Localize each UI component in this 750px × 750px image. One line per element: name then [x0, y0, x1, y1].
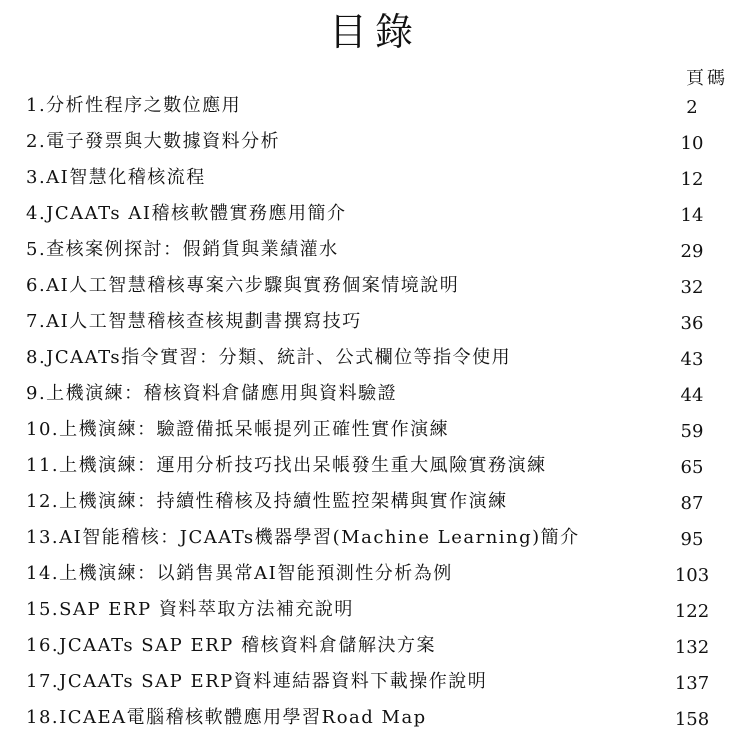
toc-entry-title: 17.JCAATs SAP ERP資料連結器資料下載操作說明: [26, 671, 488, 692]
toc-entry-title: 4.JCAATs AI稽核軟體實務應用簡介: [26, 203, 347, 224]
toc-entry-page: 65: [680, 457, 704, 478]
toc-entry-title: 14.上機演練：以銷售異常AI智能預測性分析為例: [26, 563, 453, 584]
toc-entry-title: 13.AI智能稽核：JCAATs機器學習(Machine Learning)簡介: [26, 527, 580, 548]
toc-entry-title: 18.ICAEA電腦稽核軟體應用學習Road Map: [26, 707, 427, 728]
toc-entry-page: 59: [680, 421, 704, 442]
toc-entry[interactable]: [26, 628, 728, 664]
toc-entry[interactable]: [26, 412, 728, 448]
toc-entry-title: 8.JCAATs指令實習：分類、統計、公式欄位等指令使用: [26, 347, 512, 368]
toc-entry-page: 132: [674, 637, 710, 658]
toc-entry[interactable]: [26, 340, 728, 376]
toc-entry-title: 5.查核案例探討：假銷貨與業績灌水: [26, 239, 339, 260]
toc-entry[interactable]: [26, 160, 728, 196]
toc-entry-page: 36: [680, 313, 704, 334]
toc-entry-page: 103: [674, 565, 710, 586]
toc-entry-title: 1.分析性程序之數位應用: [26, 95, 242, 116]
toc-entry-title: 3.AI智慧化稽核流程: [26, 167, 206, 188]
toc-entry-title: 15.SAP ERP 資料萃取方法補充說明: [26, 599, 354, 620]
toc-entry-title: 12.上機演練：持續性稽核及持續性監控架構與實作演練: [26, 491, 508, 512]
toc-entry-title: 6.AI人工智慧稽核專案六步驟與實務個案情境說明: [26, 275, 460, 296]
page-column-header: 頁碼: [686, 68, 728, 89]
toc-entry-page: 12: [680, 169, 704, 190]
toc-entry-page: 14: [680, 205, 704, 226]
toc-entry-title: 9.上機演練：稽核資料倉儲應用與資料驗證: [26, 383, 398, 404]
toc-entry[interactable]: [26, 448, 728, 484]
toc-entry-page: 137: [674, 673, 710, 694]
toc-entry[interactable]: [26, 484, 728, 520]
toc-entry[interactable]: [26, 520, 728, 556]
toc-entry-page: 87: [680, 493, 704, 514]
toc-entry-page: 2: [686, 97, 698, 118]
toc-entry-page: 10: [680, 133, 704, 154]
toc-entry-page: 122: [674, 601, 710, 622]
toc-entry[interactable]: [26, 196, 728, 232]
toc-entry[interactable]: [26, 700, 728, 736]
toc-entry[interactable]: [26, 556, 728, 592]
toc-entry-page: 44: [680, 385, 704, 406]
toc-entry-page: 32: [680, 277, 704, 298]
toc-entry-title: 16.JCAATs SAP ERP 稽核資料倉儲解決方案: [26, 635, 436, 656]
toc-entry[interactable]: [26, 268, 728, 304]
toc-entry[interactable]: [26, 232, 728, 268]
toc-entry[interactable]: [26, 376, 728, 412]
toc-list: [26, 88, 728, 736]
toc-entry-page: 43: [680, 349, 704, 370]
toc-entry-title: 11.上機演練：運用分析技巧找出呆帳發生重大風險實務演練: [26, 455, 547, 476]
toc-entry-title: 7.AI人工智慧稽核查核規劃書撰寫技巧: [26, 311, 362, 332]
toc-entry-page: 158: [674, 709, 710, 730]
toc-entry-page: 95: [680, 529, 704, 550]
toc-entry[interactable]: [26, 664, 728, 700]
toc-entry[interactable]: [26, 592, 728, 628]
toc-entry[interactable]: [26, 124, 728, 160]
toc-entry-title: 10.上機演練：驗證備抵呆帳提列正確性實作演練: [26, 419, 450, 440]
toc-entry[interactable]: [26, 304, 728, 340]
toc-entry[interactable]: [26, 88, 728, 124]
toc-title: 目錄: [328, 10, 421, 54]
toc-entry-page: 29: [680, 241, 704, 262]
toc-entry-title: 2.電子發票與大數據資料分析: [26, 131, 281, 152]
